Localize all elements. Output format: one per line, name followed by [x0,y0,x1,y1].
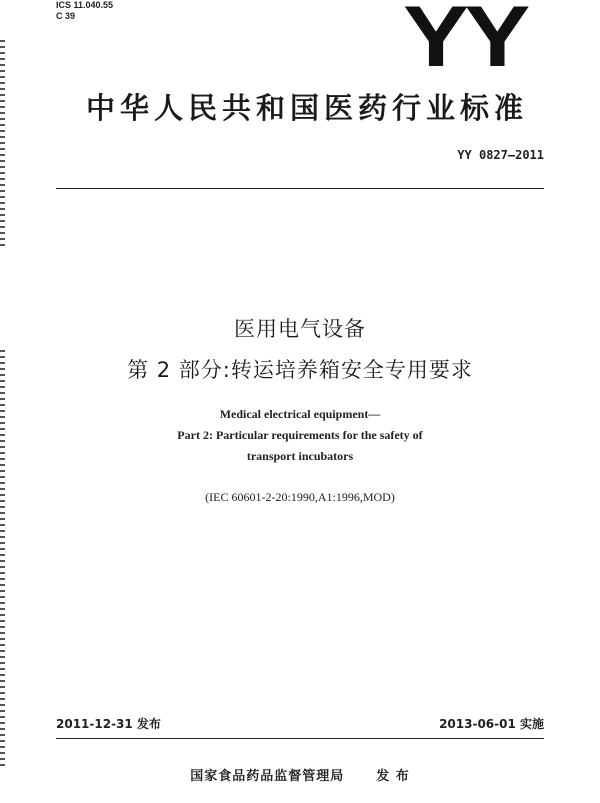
iec-reference: (IEC 60601-2-20:1990,A1:1996,MOD) [205,490,395,504]
title-zh-line1: 医用电气设备 [234,317,366,341]
yy-logo: YY [403,0,526,85]
ics-code: ICS 11.040.55 [56,0,114,10]
issuer-line [0,765,600,784]
classification-codes [56,0,113,22]
title-en-line2: Part 2: Particular requirements for the safety of [177,428,423,442]
title-en-line1: Medical electrical equipment— [219,407,381,421]
standard-title: 中华人民共和国医药行业标准 [85,91,528,125]
implementation-date: 2013-06-01 实施 [439,717,544,731]
standard-number: YY 0827—2011 [457,148,544,162]
scan-edge-top [0,40,5,250]
issuer-name: 国家食品药品监督管理局 [190,769,345,784]
issuer-action: 发 布 [376,769,410,784]
issue-date: 2011-12-31 发布 [56,717,161,731]
title-zh-line2: 第 2 部分:转运培养箱安全专用要求 [127,358,473,382]
title-en-line3: transport incubators [246,449,354,463]
footer-divider [56,738,544,739]
header-divider [56,188,544,189]
ccs-code: C 39 [56,11,76,21]
